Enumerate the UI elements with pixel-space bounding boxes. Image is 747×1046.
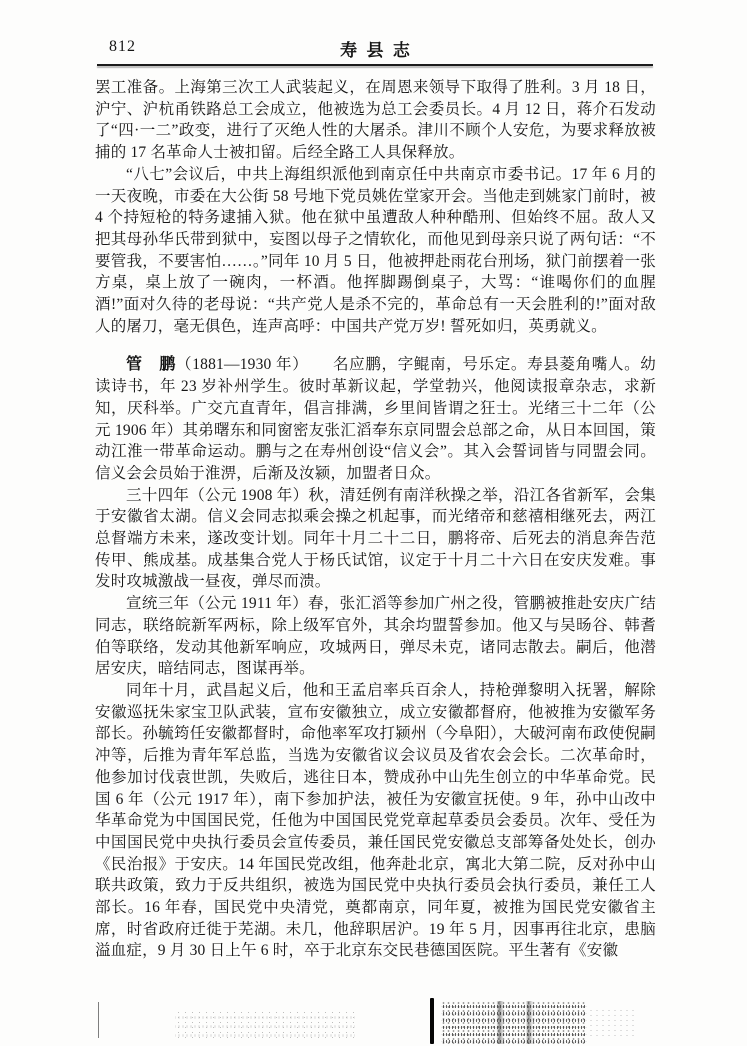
scan-artifact-black-bar	[430, 998, 434, 1044]
running-header	[97, 36, 653, 60]
para-baqi-meeting	[95, 164, 656, 338]
text-run: 三十四年（公元 1908 年）秋，清廷例有南洋秋操之举，沿江各省新军，会集于安徽省太湖。信义会同志拟乘会操之机起事，而光绪帝和慈禧相继死去，两江总督端方未来，遂改变计划。同年十月二十二日，鹏将帝、后死去的消息奔告范传甲、熊成基。成基集合党人于杨氏试馆，议定于十月二十六日在安庆发难。事发时攻城激战一昼夜，弹尽而溃。	[95, 486, 656, 591]
text-run: “八七”会议后，中共上海组织派他到南京任中共南京市委书记。17 年 6 月的一天夜晚，市委在大公街 58 号地下党员姚佐堂家开会。当他走到姚家门前时，被 4 个持短枪的特务逮捕入狱。他在狱中虽遭敌人种种酷刑、但始终不屈。敌人又把其母孙华氏带到狱中，妄图以母子之情软化，而他见到母亲只说了两句话：“不要管我，不要害怕……。”同年 10 月 5 日，他被押赴雨花台刑场，狱门前摆着一张方桌，桌上放了一碗肉，一杯酒。他挥脚踢倒桌子，大骂：“谁喝你们的血腥酒!”面对久待的老母说：“共产党人是杀不完的，革命总有一天会胜利的!”面对敌人的屠刀，毫无俱色，连声高呼：中国共产党万岁! 誓死如归，英勇就义。	[95, 165, 656, 335]
scan-artifact-speckle-tail	[588, 1008, 636, 1038]
para-guanpeng-bio-intro	[95, 353, 656, 484]
scan-artifact-speckle-light	[175, 1010, 355, 1038]
para-strike-continuation	[95, 77, 656, 164]
para-wuchang-and-later-career	[95, 680, 656, 962]
text-run: 罢工准备。上海第三次工人武装起义，在周恩来领导下取得了胜利。3 月 18 日，沪宁、沪杭甬铁路总工会成立，他被选为总工会委员长。4 月 12 日，蒋介石发动了“四·一二”政变，进行了灭绝人性的大屠杀。津川不顾个人安危，为要求释放被捕的 17 名革命人士被扣留。后经全路工人具保释放。	[95, 79, 656, 162]
para-1911-spring-uprising	[95, 593, 656, 680]
text-run: 宣统三年（公元 1911 年）春，张汇滔等参加广州之役，管鹏被推赴安庆广结同志，联络皖新军两标，除上级军官外，其余均盟誓参加。他又与吴旸谷、韩耆伯等联络，发动其他新军响应，攻城两日，弹尽未克，诸同志散去。嗣后，他潜居安庆，暗结同志，图谋再举。	[95, 595, 656, 678]
text-run: 同年十月，武昌起义后，他和王孟启率兵百余人，持枪弹黎明入抚署，解除安徽巡抚朱家宝卫队武装，宣布安徽独立，成立安徽都督府，他被推为安徽军务部长。孙毓筠任安徽都督时，命他率军攻打颍州（今阜阳），大破河南布政使倪嗣冲等，后推为青年军总监，当选为安徽省议会议员及省农会会长。二次革命时，他参加讨伐袁世凯，失败后，逃往日本，赞成孙中山先生创立的中华革命党。民国 6 年（公元 1917 年），南下参加护法，被任为安徽宣抚使。9 年，孙中山改中华革命党为中国国民党，任他为中国国民党党章起草委员会委员。次年、受任为中国国民党中央执行委员会宣传委员，兼任国民党安徽总支部筹备处处长，创办《民治报》于安庆。14 年国民党改组，他奔赴北京，寓北大第二院，反对孙中山联共政策，致力于反共组织，被选为国民党中央执行委员会执行委员，兼任工人部长。16 年春，国民党中央清党，奠都南京，同年夏，被推为国民党安徽省主席，时省政府迁徙于芜湖。未几，他辞职居沪。19 年 5 月，因事再往北京，患脑溢血症，9 月 30 日上午 6 时，卒于北京东交民巷德国医院。平生著有《安徽	[95, 681, 656, 960]
text-run: （1881—1930 年） 名应鹏，字鲲南，号乐定。寿县菱角嘴人。幼读诗书，年 23 岁补州学生。彼时革新议起，学堂勃兴，他阅读报章杂志，求新知，厌科举。广交亢直青年，倡言排满，乡里间皆谓之狂士。光绪三十二年（公元 1906 年）其弟曙东和同窗密友张汇滔奉东京同盟会总部之命，从日本回国，策动江淮一带革命运动。鹏与之在寿州创设“信义会”。其入会誓词皆与同盟会同。信义会会员始于淮淠，后渐及汝颍，加盟者日众。	[95, 356, 656, 482]
book-title: 寿县志	[340, 41, 420, 61]
bio-person-name: 管 鹏	[126, 354, 177, 374]
page-body	[95, 77, 656, 962]
para-1908-autumn-maneuvers	[95, 485, 656, 594]
scan-artifact-speckle-dense	[441, 1001, 587, 1044]
header-rule-divider	[97, 64, 653, 66]
scan-artifact-hairline	[98, 1002, 99, 1038]
page-number: 812	[109, 38, 136, 55]
